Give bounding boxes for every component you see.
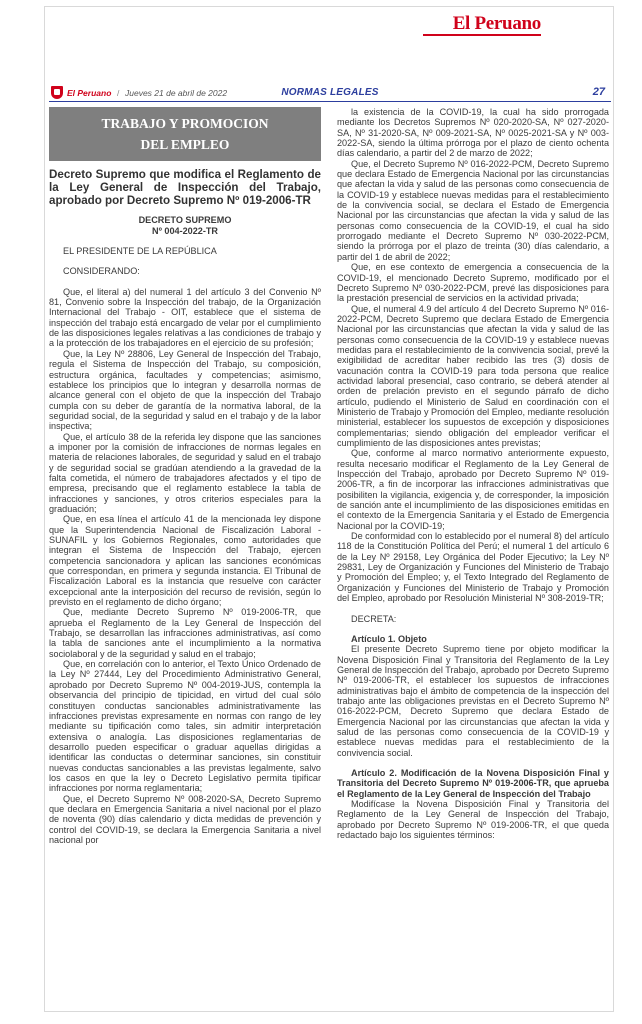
section-heading-line1: TRABAJO Y PROMOCION — [101, 116, 269, 131]
decreta-label: DECRETA: — [351, 613, 397, 624]
decree-title: Decreto Supremo que modifica el Reglamento de la Ley General de Inspección del Trabajo, aprobado por Decreto Supremo Nº 019-2006-TR — [49, 168, 321, 207]
paragraph: Que, el numeral 4.9 del artículo 4 del Decreto Supremo Nº 016-2022-PCM, Decreto Supremo que declara Estado de Emergencia Nacional por las circunstancias que afectan la vida y salud de las personas como consecuencia de la COVID-19 y establece nuevas medidas para el restablecimiento de la convivencia social, prevé la exigibilidad de acreditar haber recibido las tres (3) dosis de vacunación contra la COVID-19 para toda persona que realice actividad laboral presencial, caso contrario, se deberá atender al orden de prelación previsto en el segundo párrafo de dicho artículo, pudiendo el Ministerio de Salud en coordinación con el Ministerio de Trabajo y Promoción del Empleo, mediante resolución ministerial, establecer los supuestos de excepción y disposiciones complementarias; siendo obligación del empleador verificar el cumplimiento de las disposiciones antes previstas; — [337, 303, 609, 448]
article2-heading: Artículo 2. Modificación de la Novena Disposición Final y Transitoria del Decreto Supremo Nº 019-2006-TR, que aprueba el Reglamento de la Ley General de Inspección del Trabajo — [337, 767, 609, 799]
logo-underline — [423, 34, 541, 36]
right-paragraphs — [337, 107, 609, 604]
paragraph: Que, en esa línea el artículo 41 de la mencionada ley dispone que la Superintendencia Nacional de Fiscalización Laboral - SUNAFIL y los Gobiernos Regionales, como autoridades que integran el Sistema de Inspección del Trabajo, ejercen competencia sancionadora y aplican las sanciones económicas que correspondan, en primera y segunda instancia. El Tribunal de Fiscalización Laboral es la instancia que resuelve con carácter excepcional ante la interposición del recurso de revisión, según lo previsto en el reglamento de dicho órgano; — [49, 514, 321, 608]
paragraph: la existencia de la COVID-19, la cual ha sido prorrogada mediante los Decretos Supremos Nº 020-2020-SA, Nº 027-2020-SA, Nº 31-2020-SA, Nº 009-2021-SA, Nº 0025-2021-SA y Nº 003-2022-SA, siendo la última prórroga por el plazo de ciento ochenta días calendario, a partir del 2 de marzo de 2022; — [337, 107, 609, 159]
paragraph: De conformidad con lo establecido por el numeral 8) del artículo 118 de la Constitución Política del Perú; el numeral 1 del artículo 6 de la Ley Nº 29158, Ley Orgánica del Poder Ejecutivo; la Ley Nº 29831, Ley de Organización y Funciones del Ministerio de Trabajo y Promoción del Empleo; y, el Texto Integrado del Reglamento de Organización y Funciones del Ministerio de Trabajo y Promoción del Empleo, aprobado por Resolución Ministerial Nº 308-2019-TR; — [337, 531, 609, 604]
el-peruano-logo: El Peruano — [452, 13, 541, 34]
running-header — [49, 85, 611, 102]
left-paragraphs — [49, 287, 321, 846]
header-date: Jueves 21 de abril de 2022 — [125, 88, 228, 98]
paragraph: Que, mediante Decreto Supremo Nº 019-2006-TR, que aprueba el Reglamento de la Ley General de Inspección del Trabajo, se desarrollan las infracciones administrativas, así como la tabla de sanciones ante el incumplimiento a la normativa sociolaboral y de la seguridad y salud en el trabajo; — [49, 607, 321, 659]
section-heading — [49, 107, 321, 161]
decree-number: Nº 004-2022-TR — [152, 225, 218, 236]
masthead — [45, 7, 613, 77]
decree-label: DECRETO SUPREMO — [138, 215, 232, 226]
paragraph: Que, en correlación con lo anterior, el Texto Único Ordenado de la Ley Nº 27444, Ley del Procedimiento Administrativo General, aprobado por Decreto Supremo Nº 004-2019-JUS, contempla la observancia del principio de tipicidad, en virtud del cual sólo constituyen conductas sancionables administrativamente las infracciones previstas expresamente en normas con rango de ley mediante su tipificación como tales, sin admitir interpretación extensiva o analogía. Las disposiciones reglamentarias de desarrollo pueden especificar o graduar aquellas dirigidas a identificar las conductas o determinar sanciones, sin constituir nuevas conductas sancionables a las previstas legalmente, salvo los casos en que la ley o Decreto Legislativo permita tipificar infracciones por norma reglamentaria; — [49, 659, 321, 794]
paragraph: Que, el Decreto Supremo Nº 008-2020-SA, Decreto Supremo que declara en Emergencia Sanitaria a nivel nacional por el plazo de noventa (90) días calendario y dicta medidas de prevención y control del COVID-19, se declara la Emergencia Sanitaria a nivel nacional por — [49, 793, 321, 845]
page-number: 27 — [592, 86, 605, 98]
left-column — [49, 107, 321, 1009]
right-column — [337, 107, 609, 1009]
header-separator: / — [117, 88, 120, 98]
paragraph: Que, en ese contexto de emergencia a consecuencia de la COVID-19, el mencionado Decreto Supremo, modificado por el Decreto Supremo Nº 030-2022-PCM, prevé las disposiciones para la prestación presencial de servicios en la actividad privada; — [337, 262, 609, 304]
section-heading-line2: DEL EMPLEO — [140, 137, 230, 152]
authority: EL PRESIDENTE DE LA REPÚBLICA — [63, 246, 217, 257]
paragraph: Que, el literal a) del numeral 1 del artículo 3 del Convenio Nº 81, Convenio sobre la Inspección del trabajo, de la Organización Internacional del Trabajo - OIT, establece que el sistema de inspección del trabajo está encargado de velar por el cumplimiento de las disposiciones legales relativas a las condiciones de trabajo y a la protección de los trabajadores en el ejercicio de su profesión; — [49, 286, 321, 349]
paragraph: Que, el artículo 38 de la referida ley dispone que las sanciones a imponer por la comisión de infracciones de normas legales en materia de relaciones laborales, de seguridad y salud en el trabajo y de seguridad social se gradúan atendiendo a la gravedad de la falta cometida, el número de trabajadores afectados y el tipo de empresa, precisando que el reglamento establece la tabla de infracciones y sanciones, y otros criterios especiales para la graduación; — [49, 431, 321, 514]
article1-body: El presente Decreto Supremo tiene por objeto modificar la Novena Disposición Final y Transitoria del Reglamento de la Ley General de Inspección del Trabajo, aprobado por Decreto Supremo Nº 019-2006-TR, el establecer los supuestos de infracciones administrativas bajo el ámbito de competencia de la inspección del trabajo ante las obligaciones previstas en el Decreto Supremo Nº 016-2022-PCM, Decreto Supremo que declara Estado de Emergencia Nacional por las circunstancias que afectan la vida y salud de las personas como consecuencia de la COVID-19 y establece nuevas medidas para el restablecimiento de la convivencia social. — [337, 644, 609, 758]
paragraph: Que, el Decreto Supremo Nº 016-2022-PCM, Decreto Supremo que declara Estado de Emergencia Nacional por las circunstancias que afectan la vida y salud de las personas como consecuencia de la COVID-19 y establece nuevas medidas para el restablecimiento de la convivencia social, se declara el Estado de Emergencia Nacional por las circunstancias que afectan la vida y salud de las personas como consecuencia de la COVID-19, el cual ha sido prorrogado mediante el Decreto Supremo Nº 030-2022-PCM, siendo la prórroga por el plazo de treinta (30) días calendario, a partir del 1 de abril de 2022; — [337, 158, 609, 262]
paragraph: Que, conforme al marco normativo anteriormente expuesto, resulta necesario modificar el Reglamento de la Ley General de Inspección del Trabajo, aprobado por Decreto Supremo Nº 019-2006-TR, a fin de incorporar las infracciones administrativas que posibiliten la vigilancia, exigencia y, de corresponder, la imposición de sanción ante el incumplimiento de las disposiciones emitidas en el contexto de la Emergencia Sanitaria y el Estado de Emergencia Nacional por la COVID-19; — [337, 448, 609, 531]
paragraph: Que, la Ley Nº 28806, Ley General de Inspección del Trabajo, regula el Sistema de Inspección del Trabajo, su composición, estructura orgánica, facultades y competencias; asimismo, establece los principios que lo integran y desarrolla normas de alcance general con el objeto de que la inspección del Trabajo cumpla con su deber de garantía de la normativa laboral, de la seguridad social, de la seguridad y salud en el trabajo y de la labor inspectiva; — [49, 348, 321, 432]
considering-label: CONSIDERANDO: — [63, 266, 140, 277]
newspaper-page — [44, 6, 614, 1012]
article2-body: Modifícase la Novena Disposición Final y Transitoria del Reglamento de la Ley General de Inspección del Trabajo, aprobado por Decreto Supremo Nº 019-2006-TR, el que queda redactado bajo los siguientes términos: — [337, 799, 609, 841]
article1-heading: Artículo 1. Objeto — [351, 633, 427, 644]
header-section: NORMAS LEGALES — [281, 87, 379, 98]
header-brand: El Peruano — [67, 88, 112, 98]
